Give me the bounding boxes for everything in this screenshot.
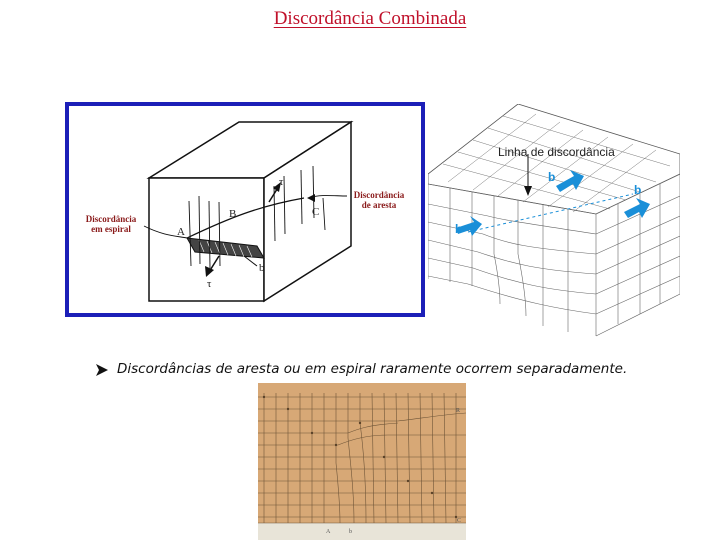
dislocation-line-label: Linha de discordância	[498, 145, 615, 159]
lattice-label-a: A	[326, 529, 331, 535]
edge-dislocation-label: Discordância de aresta	[353, 190, 405, 210]
lattice-block-drawing	[428, 104, 680, 342]
burgers-b-label: b	[259, 262, 265, 274]
slide-title: Discordância Combinada	[273, 8, 467, 29]
lattice-label-c: C	[457, 518, 462, 524]
point-a-label: A	[177, 226, 185, 238]
point-b-label: B	[229, 208, 237, 220]
lattice-label-b: b	[349, 529, 352, 535]
bullet-item	[95, 361, 715, 381]
screw-dislocation-label: Discordância em espiral	[85, 214, 137, 234]
bullet-text: Discordâncias de aresta ou em espiral raramente ocorrem separadamente.	[117, 361, 628, 377]
point-c-label: C	[312, 206, 320, 218]
mixed-dislocation-figure	[65, 102, 425, 317]
arrow-bullet-icon	[95, 363, 109, 377]
tau-top-label: τ	[279, 176, 284, 188]
lattice-label-r: R	[456, 408, 461, 414]
burgers-vector-label-middle: b	[548, 170, 556, 184]
burgers-vector-label-left: b	[455, 222, 463, 236]
atomic-lattice-diagram	[258, 383, 466, 540]
burgers-vector-label-right: b	[634, 183, 642, 197]
tau-bottom-label: τ	[207, 278, 212, 290]
